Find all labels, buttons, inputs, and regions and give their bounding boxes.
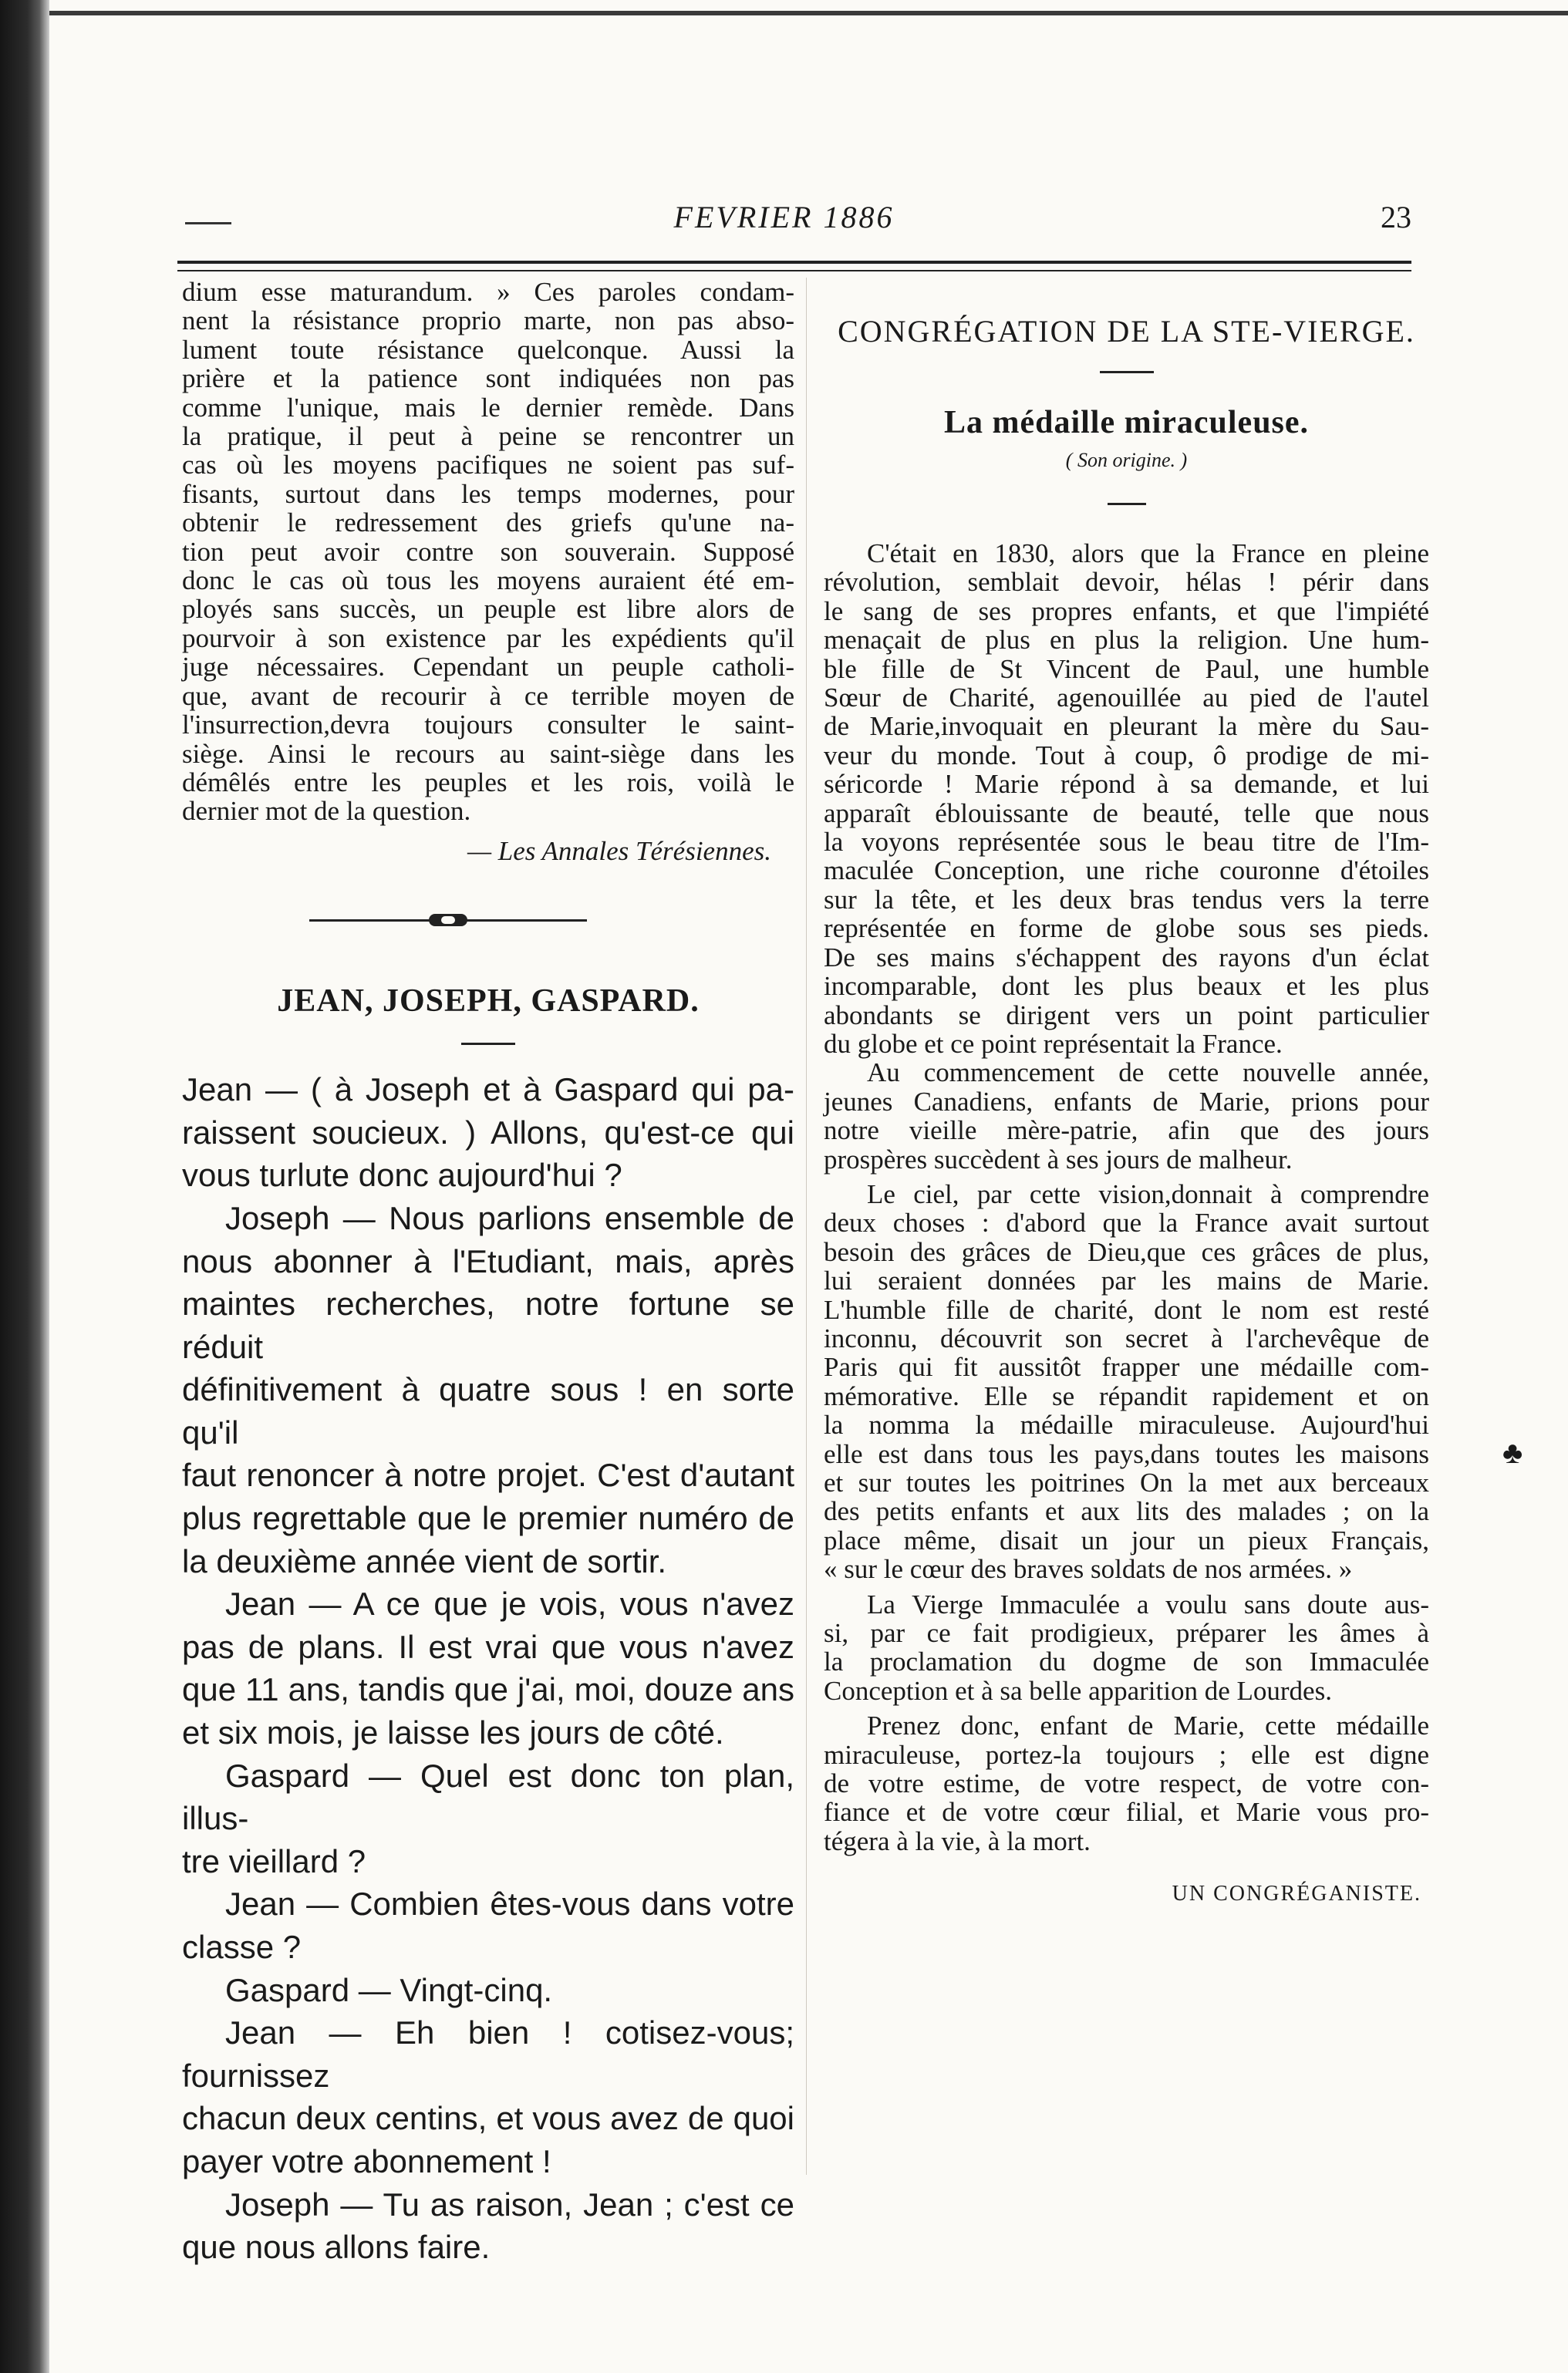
source-credit: — Les Annales Térésiennes. bbox=[467, 835, 771, 866]
text-line: comme l'unique, mais le dernier remède. Dans bbox=[182, 392, 794, 423]
text-line: notre vieille mère-patrie, afin que des jours bbox=[824, 1115, 1429, 1146]
continued-article bbox=[182, 278, 794, 826]
text-line: si, par ce fait prodigieux, préparer les âmes à bbox=[824, 1618, 1429, 1649]
subtitle-dash bbox=[1108, 503, 1146, 505]
text-line: veur du monde. Tout à coup, ô prodige de mi- bbox=[824, 740, 1429, 770]
text-line: prospères succèdent à ses jours de malheur. bbox=[824, 1144, 1293, 1175]
text-line: la proclamation du dogme de son Immaculée bbox=[824, 1647, 1429, 1677]
text-line: séricorde ! Marie répond à sa demande, et lui bbox=[824, 769, 1429, 800]
text-line: maculée Conception, une riche couronne d'étoiles bbox=[824, 855, 1429, 886]
dialogue-line: classe ? bbox=[182, 1929, 302, 1965]
text-line: prière et la patience sont indiquées non pas bbox=[182, 363, 794, 394]
text-line: fiance et de votre cœur filial, et Marie vous pro- bbox=[824, 1797, 1429, 1828]
text-line: Au commencement de cette nouvelle année, bbox=[867, 1057, 1429, 1088]
text-line: de votre estime, de votre respect, de votre con- bbox=[824, 1768, 1429, 1799]
text-line: que, avant de recourir à ce terrible moyen de bbox=[182, 680, 794, 711]
text-line: révolution, semblait devoir, hélas ! périr dans bbox=[824, 567, 1429, 598]
text-line: représentée en forme de globe sous ses pieds. bbox=[824, 913, 1429, 944]
dialogue-line: nous abonner à l'Etudiant, mais, après bbox=[182, 1242, 794, 1279]
running-head bbox=[0, 199, 1568, 245]
text-line: fisants, surtout dans les temps modernes, pour bbox=[182, 478, 794, 509]
top-border bbox=[49, 11, 1568, 15]
left-column bbox=[182, 278, 794, 2269]
text-line: et sur toutes les poitrines On la met aux berceaux bbox=[824, 1468, 1429, 1498]
binding-edge bbox=[0, 0, 49, 2373]
text-line: mémorative. Elle se répandit rapidement et on bbox=[824, 1380, 1429, 1411]
header-rule-thick bbox=[177, 261, 1411, 264]
dialogue-line: raissent soucieux. ) Allons, qu'est-ce qui bbox=[182, 1114, 794, 1151]
text-line: Conception et à sa belle apparition de Lourdes. bbox=[824, 1675, 1332, 1706]
running-head-title: FEVRIER 1886 bbox=[673, 200, 895, 234]
text-line: obtenir le redressement des griefs qu'une na- bbox=[182, 507, 794, 538]
text-line: besoin des grâces de Dieu,que ces grâces de plus, bbox=[824, 1236, 1429, 1267]
column-divider bbox=[806, 278, 807, 2175]
dialogue-line: Jean — Eh bien ! cotisez-vous; fournissez bbox=[182, 2014, 794, 2094]
text-line: Paris qui fit aussitôt frapper une médaille com- bbox=[824, 1352, 1429, 1383]
article-body bbox=[824, 539, 1429, 1856]
text-line: dernier mot de la question. bbox=[182, 796, 471, 827]
text-line: La Vierge Immaculée a voulu sans doute aus- bbox=[867, 1589, 1429, 1620]
dialogue-line: et six mois, je laisse les jours de côté. bbox=[182, 1714, 724, 1751]
text-line: démêlés entre les peuples et les rois, voilà le bbox=[182, 767, 794, 797]
article-title-medaille: La médaille miraculeuse. bbox=[943, 405, 1310, 440]
dialogue-line: que 11 ans, tandis que j'ai, moi, douze ans bbox=[182, 1671, 794, 1708]
text-line: lui seraient données par les mains de Marie. bbox=[824, 1266, 1429, 1296]
text-line: de Marie,invoquait en pleurant la mère du Sau- bbox=[824, 711, 1429, 742]
text-line: l'insurrection,devra toujours consulter le saint- bbox=[182, 710, 794, 740]
text-line: elle est dans tous les pays,dans toutes les maisons bbox=[824, 1438, 1429, 1469]
title-dash bbox=[461, 1043, 515, 1045]
dialogue-line: Gaspard — Vingt-cinq. bbox=[225, 1971, 553, 2008]
text-line: « sur le cœur des braves soldats de nos armées. » bbox=[824, 1554, 1353, 1585]
text-line: Prenez donc, enfant de Marie, cette médaille bbox=[867, 1711, 1429, 1741]
dialogue-line: Jean — A ce que je vois, vous n'avez bbox=[225, 1586, 794, 1623]
text-line: dium esse maturandum. » Ces paroles condam- bbox=[182, 277, 794, 307]
dialogue bbox=[182, 1068, 794, 2269]
ornament-divider bbox=[182, 913, 794, 929]
dialogue-line: Jean — ( à Joseph et à Gaspard qui pa- bbox=[182, 1071, 794, 1108]
text-line: ble fille de St Vincent de Paul, une humble bbox=[824, 653, 1429, 684]
text-line: abondants se dirigent vers un point particulier bbox=[824, 999, 1429, 1030]
dialogue-line: la deuxième année vient de sortir. bbox=[182, 1542, 667, 1579]
margin-mark-icon: ♣ bbox=[1502, 1435, 1523, 1470]
dialogue-line: maintes recherches, notre fortune se réduit bbox=[182, 1286, 794, 1365]
page-number: 23 bbox=[1381, 200, 1411, 234]
text-line: Sœur de Charité, agenouillée au pied de l'autel bbox=[824, 683, 1429, 713]
text-line: jeunes Canadiens, enfants de Marie, prions pour bbox=[824, 1086, 1429, 1117]
section-dash bbox=[1100, 371, 1154, 373]
dialogue-line: Gaspard — Quel est donc ton plan, illus- bbox=[182, 1757, 794, 1837]
dialogue-line: Joseph — Nous parlions ensemble de bbox=[225, 1199, 794, 1236]
text-line: donc le cas où tous les moyens auraient été em- bbox=[182, 565, 794, 596]
text-line: la pratique, il peut à peine se rencontrer un bbox=[182, 421, 794, 452]
text-line: sur la tête, et les deux bras tendus vers la terre bbox=[824, 884, 1429, 915]
header-rule-thin bbox=[177, 270, 1411, 271]
text-line: C'était en 1830, alors que la France en pleine bbox=[867, 538, 1429, 568]
text-line: lument toute résistance quelconque. Aussi la bbox=[182, 334, 794, 365]
signature: UN CONGRÉGANISTE. bbox=[1172, 1882, 1421, 1906]
text-line: la nomma la médaille miraculeuse. Aujourd'hui bbox=[824, 1410, 1429, 1441]
text-line: apparaît éblouissante de beauté, telle que nous bbox=[824, 797, 1429, 828]
text-line: place même, disait un jour un pieux Français, bbox=[824, 1525, 1429, 1556]
text-line: cas où les moyens pacifiques ne soient pas suf- bbox=[182, 450, 794, 480]
text-line: ployés sans succès, un peuple est libre alors de bbox=[182, 594, 794, 625]
text-line: inconnu, découvrit son secret à l'archevêque de bbox=[824, 1323, 1429, 1353]
text-line: le sang de ses propres enfants, et que l'impiété bbox=[824, 595, 1429, 626]
text-line: des petits enfants et aux lits des malades ; on la bbox=[824, 1496, 1429, 1527]
text-line: nent la résistance proprio marte, non pas abso- bbox=[182, 305, 794, 336]
dialogue-line: tre vieillard ? bbox=[182, 1842, 366, 1879]
dialogue-line: chacun deux centins, et vous avez de quoi bbox=[182, 2100, 794, 2137]
text-line: juge nécessaires. Cependant un peuple catholi- bbox=[182, 652, 794, 683]
dialogue-line: vous turlute donc aujourd'hui ? bbox=[182, 1157, 622, 1194]
article-subtitle: ( Son origine. ) bbox=[1065, 449, 1188, 471]
text-line: tion peut avoir contre son souverain. Supposé bbox=[182, 536, 794, 567]
dialogue-line: que nous allons faire. bbox=[182, 2229, 491, 2266]
text-line: deux choses : d'abord que la France avait surtout bbox=[824, 1208, 1429, 1239]
dialogue-line: payer votre abonnement ! bbox=[182, 2142, 551, 2179]
text-line: la voyons représentée sous le beau titre de l'Im- bbox=[824, 827, 1429, 858]
dialogue-line: pas de plans. Il est vrai que vous n'avez bbox=[182, 1628, 794, 1665]
text-line: pourvoir à son existence par les expédients qu'il bbox=[182, 622, 794, 653]
text-line: incomparable, dont les plus beaux et les plus bbox=[824, 971, 1429, 1002]
dialogue-line: Joseph — Tu as raison, Jean ; c'est ce bbox=[225, 2186, 794, 2223]
text-line: menaçait de plus en plus la religion. Une hum- bbox=[824, 625, 1429, 656]
text-line: du globe et ce point représentait la France. bbox=[824, 1028, 1283, 1059]
dialogue-line: Jean — Combien êtes-vous dans votre bbox=[225, 1886, 794, 1923]
section-title: CONGRÉGATION DE LA STE-VIERGE. bbox=[838, 314, 1415, 349]
text-line: miraculeuse, portez-la toujours ; elle est digne bbox=[824, 1739, 1429, 1770]
text-line: tégera à la vie, à la mort. bbox=[824, 1825, 1091, 1856]
text-line: De ses mains s'échappent des rayons d'un éclat bbox=[824, 942, 1429, 972]
article-title-jean: JEAN, JOSEPH, GASPARD. bbox=[277, 983, 700, 1020]
right-column bbox=[824, 278, 1429, 1906]
dialogue-line: faut renoncer à notre projet. C'est d'autant bbox=[182, 1457, 794, 1494]
text-line: Le ciel, par cette vision,donnait à comprendre bbox=[867, 1178, 1429, 1209]
text-line: siège. Ainsi le recours au saint-siège dans les bbox=[182, 738, 794, 769]
dialogue-line: plus regrettable que le premier numéro de bbox=[182, 1500, 794, 1537]
dialogue-line: définitivement à quatre sous ! en sorte qu'il bbox=[182, 1371, 794, 1451]
text-line: L'humble fille de charité, dont le nom est resté bbox=[824, 1294, 1429, 1325]
